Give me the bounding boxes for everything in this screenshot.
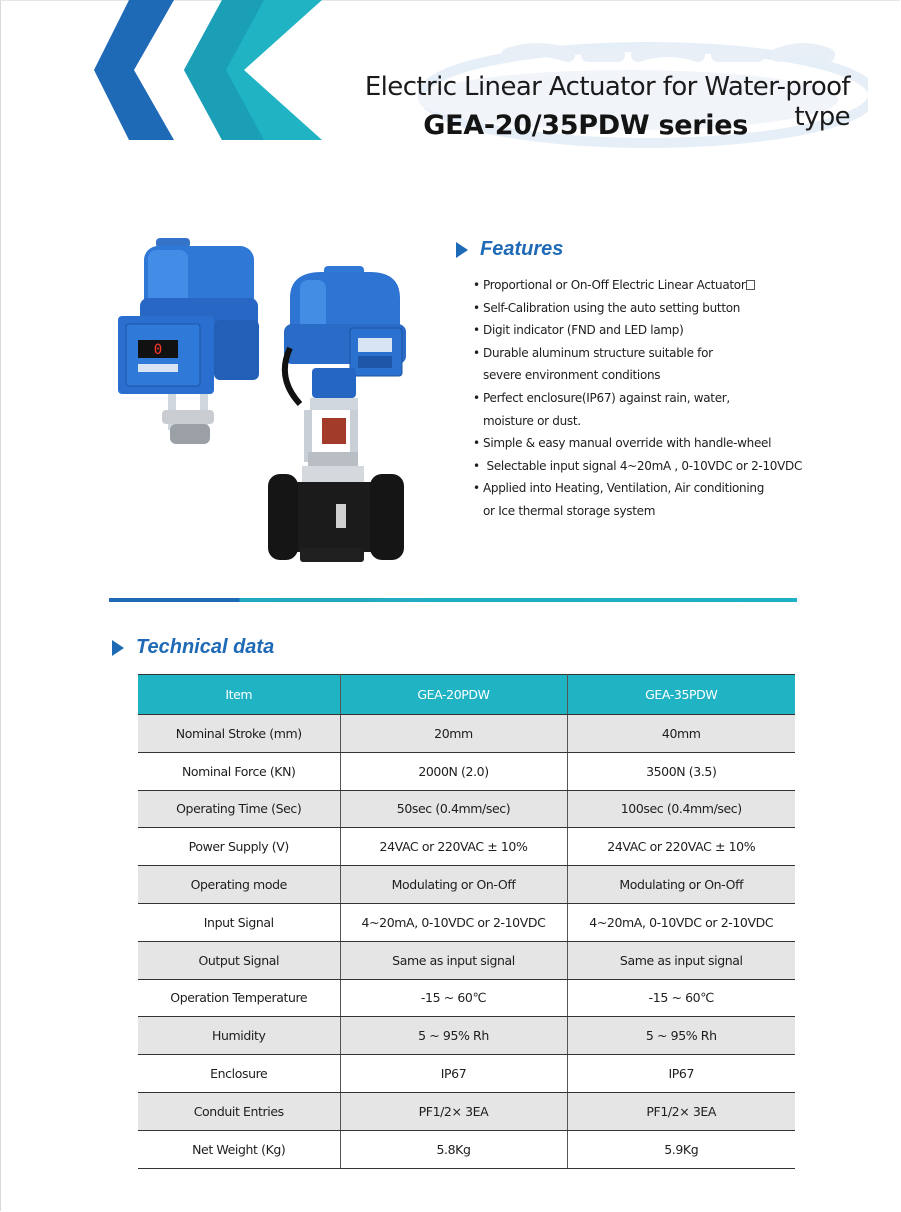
- table-row: [138, 979, 795, 1017]
- column-header-gea-20pdw: GEA-20PDW: [340, 675, 567, 715]
- cell-gea-20pdw: 5 ~ 95% Rh: [340, 1017, 567, 1055]
- cell-gea-20pdw: 24VAC or 220VAC ± 10%: [340, 828, 567, 866]
- row-label: Net Weight (Kg): [138, 1130, 340, 1168]
- technical-data-table: [138, 674, 795, 1169]
- actuator-right: [268, 266, 406, 562]
- row-label: Nominal Stroke (mm): [138, 715, 340, 753]
- technical-heading: [112, 636, 274, 659]
- row-label: Operation Temperature: [138, 979, 340, 1017]
- row-label: Operating Time (Sec): [138, 790, 340, 828]
- cell-gea-35pdw: Same as input signal: [567, 941, 795, 979]
- technical-heading-label: Technical data: [136, 636, 275, 658]
- actuator-left: [118, 238, 259, 444]
- cell-gea-20pdw: 5.8Kg: [340, 1130, 567, 1168]
- cell-gea-35pdw: 100sec (0.4mm/sec): [567, 790, 795, 828]
- feature-item: • Durable aluminum structure suitable for severe environment conditions: [470, 342, 743, 387]
- features-list: [470, 274, 803, 523]
- row-label: Input Signal: [138, 903, 340, 941]
- row-label: Power Supply (V): [138, 828, 340, 866]
- table-row: [138, 1130, 795, 1168]
- cell-gea-20pdw: IP67: [340, 1055, 567, 1093]
- column-header-gea-35pdw: GEA-35PDW: [567, 675, 795, 715]
- triangle-bullet-icon: [112, 640, 124, 656]
- feature-item: • Proportional or On-Off Electric Linear Actuator: [470, 274, 800, 297]
- cell-gea-35pdw: 4~20mA, 0-10VDC or 2-10VDC: [567, 903, 795, 941]
- table-row: [138, 1017, 795, 1055]
- cell-gea-20pdw: Same as input signal: [340, 941, 567, 979]
- row-label: Nominal Force (KN): [138, 752, 340, 790]
- cell-gea-35pdw: IP67: [567, 1055, 795, 1093]
- cell-gea-35pdw: 3500N (3.5): [567, 752, 795, 790]
- table-header-row: [138, 675, 795, 715]
- feature-item: • Perfect enclosure(IP67) against rain, water, moisture or dust.: [470, 387, 763, 432]
- cell-gea-20pdw: Modulating or On-Off: [340, 866, 567, 904]
- table-row: [138, 828, 795, 866]
- row-label: Enclosure: [138, 1055, 340, 1093]
- column-header-item: Item: [138, 675, 340, 715]
- table-row: [138, 866, 795, 904]
- table-row: [138, 790, 795, 828]
- cell-gea-20pdw: 20mm: [340, 715, 567, 753]
- box-glyph-icon: [746, 280, 755, 290]
- cell-gea-35pdw: 5.9Kg: [567, 1130, 795, 1168]
- table-row: [138, 1092, 795, 1130]
- feature-item: • Simple & easy manual override with handle-wheel: [470, 432, 800, 455]
- triangle-bullet-icon: [456, 242, 468, 258]
- cell-gea-35pdw: 40mm: [567, 715, 795, 753]
- table-row: [138, 715, 795, 753]
- feature-item: • Digit indicator (FND and LED lamp): [470, 319, 800, 342]
- table-row: [138, 941, 795, 979]
- section-divider: [109, 598, 797, 602]
- table-row: [138, 1055, 795, 1093]
- cell-gea-20pdw: 2000N (2.0): [340, 752, 567, 790]
- cell-gea-20pdw: PF1/2× 3EA: [340, 1092, 567, 1130]
- cell-gea-35pdw: 24VAC or 220VAC ± 10%: [567, 828, 795, 866]
- cell-gea-35pdw: -15 ~ 60℃: [567, 979, 795, 1017]
- cell-gea-20pdw: 4~20mA, 0-10VDC or 2-10VDC: [340, 903, 567, 941]
- feature-item: • Selectable input signal 4~20mA , 0-10VDC or 2-10VDC: [470, 455, 800, 478]
- product-series-title: GEA-20/35PDW series: [423, 110, 748, 141]
- cell-gea-35pdw: Modulating or On-Off: [567, 866, 795, 904]
- feature-item: • Self-Calibration using the auto setting button: [470, 297, 800, 320]
- cell-gea-20pdw: -15 ~ 60℃: [340, 979, 567, 1017]
- features-heading-label: Features: [480, 238, 564, 260]
- row-label: Humidity: [138, 1017, 340, 1055]
- feature-item: • Applied into Heating, Ventilation, Air conditioning or Ice thermal storage system: [470, 477, 768, 522]
- features-heading: [456, 238, 563, 261]
- product-photo: [104, 228, 422, 570]
- row-label: Output Signal: [138, 941, 340, 979]
- row-label: Operating mode: [138, 866, 340, 904]
- brand-chevron-logo: [94, 0, 324, 145]
- cell-gea-20pdw: 50sec (0.4mm/sec): [340, 790, 567, 828]
- digit-display-left: 0: [153, 342, 163, 358]
- page-title: Electric Linear Actuator for Water-proof type: [364, 72, 850, 132]
- cell-gea-35pdw: 5 ~ 95% Rh: [567, 1017, 795, 1055]
- cell-gea-35pdw: PF1/2× 3EA: [567, 1092, 795, 1130]
- row-label: Conduit Entries: [138, 1092, 340, 1130]
- table-row: [138, 903, 795, 941]
- table-row: [138, 752, 795, 790]
